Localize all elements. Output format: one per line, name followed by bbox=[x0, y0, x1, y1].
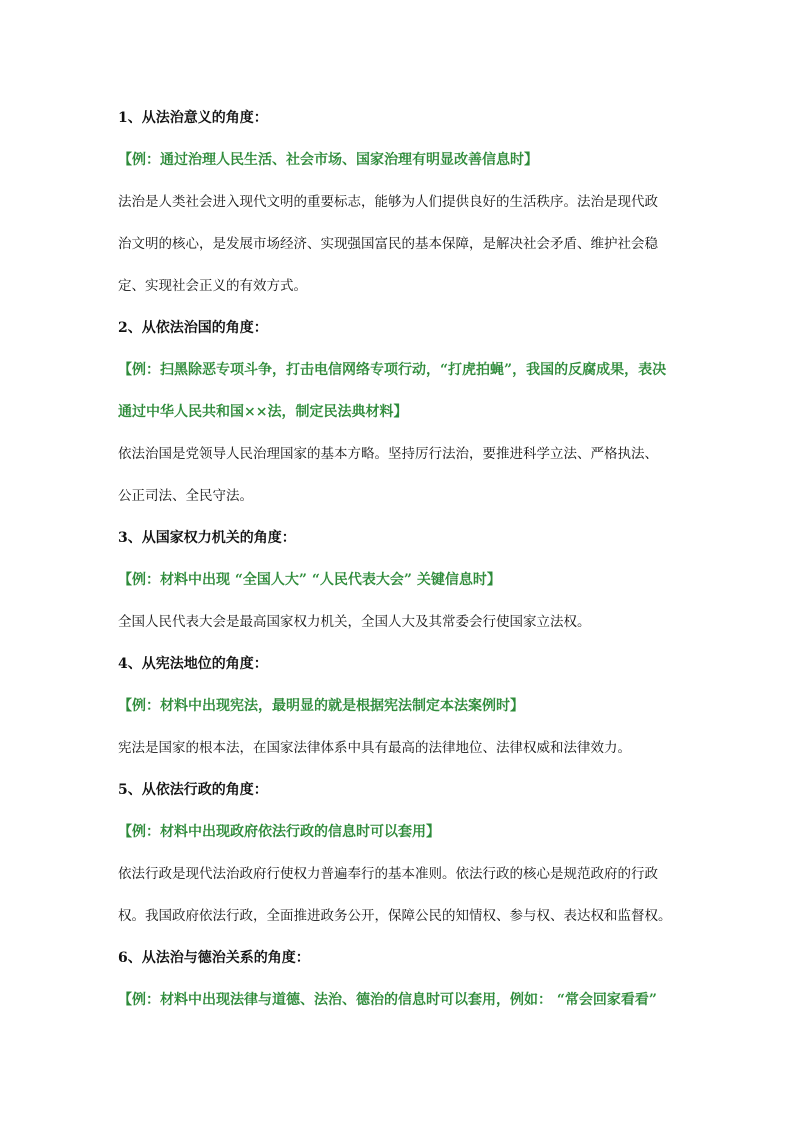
section-2 bbox=[118, 314, 680, 511]
section-heading: 3、从国家权力机关的角度： bbox=[118, 530, 296, 546]
section-heading: 4、从宪法地位的角度： bbox=[118, 656, 268, 672]
section-heading: 5、从依法行政的角度： bbox=[118, 782, 268, 798]
example-note: 通过中华人民共和国××法，制定民法典材料】 bbox=[118, 404, 408, 420]
example-note: 【例：材料中出现政府依法行政的信息时可以套用】 bbox=[118, 824, 440, 840]
example-note: 【例：材料中出现法律与道德、法治、德治的信息时可以套用，例如： “常会回家看看” bbox=[118, 992, 657, 1008]
section-heading: 1、从法治意义的角度： bbox=[118, 110, 268, 126]
document-page bbox=[118, 104, 680, 1028]
section-1 bbox=[118, 104, 680, 301]
example-note: 【例：通过治理人民生活、社会市场、国家治理有明显改善信息时】 bbox=[118, 152, 538, 168]
section-6 bbox=[118, 944, 680, 1015]
body-text-line: 依法治国是党领导人民治理国家的基本方略。坚持厉行法治，要推进科学立法、严格执法、 bbox=[118, 446, 658, 462]
section-4 bbox=[118, 650, 680, 763]
body-text-line: 宪法是国家的根本法，在国家法律体系中具有最高的法律地位、法律权威和法律效力。 bbox=[118, 740, 631, 756]
body-text-line: 权。我国政府依法行政，全面推进政务公开，保障公民的知情权、参与权、表达权和监督权。 bbox=[118, 908, 672, 924]
body-text-line: 法治是人类社会进入现代文明的重要标志，能够为人们提供良好的生活秩序。法治是现代政 bbox=[118, 194, 658, 210]
body-text-line: 治文明的核心，是发展市场经济、实现强国富民的基本保障，是解决社会矛盾、维护社会稳 bbox=[118, 236, 658, 252]
example-note: 【例：材料中出现 “全国人大” “人民代表大会” 关键信息时】 bbox=[118, 572, 501, 588]
section-heading: 2、从依法治国的角度： bbox=[118, 320, 268, 336]
example-note: 【例：材料中出现宪法，最明显的就是根据宪法制定本法案例时】 bbox=[118, 698, 524, 714]
body-text-line: 全国人民代表大会是最高国家权力机关，全国人大及其常委会行使国家立法权。 bbox=[118, 614, 591, 630]
body-text-line: 依法行政是现代法治政府行使权力普遍奉行的基本准则。依法行政的核心是规范政府的行政 bbox=[118, 866, 658, 882]
body-text-line: 公正司法、全民守法。 bbox=[118, 488, 253, 504]
section-5 bbox=[118, 776, 680, 931]
section-3 bbox=[118, 524, 680, 637]
body-text-line: 定、实现社会正义的有效方式。 bbox=[118, 278, 307, 294]
example-note: 【例：扫黑除恶专项斗争，打击电信网络专项行动，“打虎拍蝇”，我国的反腐成果，表决 bbox=[118, 362, 667, 378]
section-heading: 6、从法治与德治关系的角度： bbox=[118, 950, 310, 966]
